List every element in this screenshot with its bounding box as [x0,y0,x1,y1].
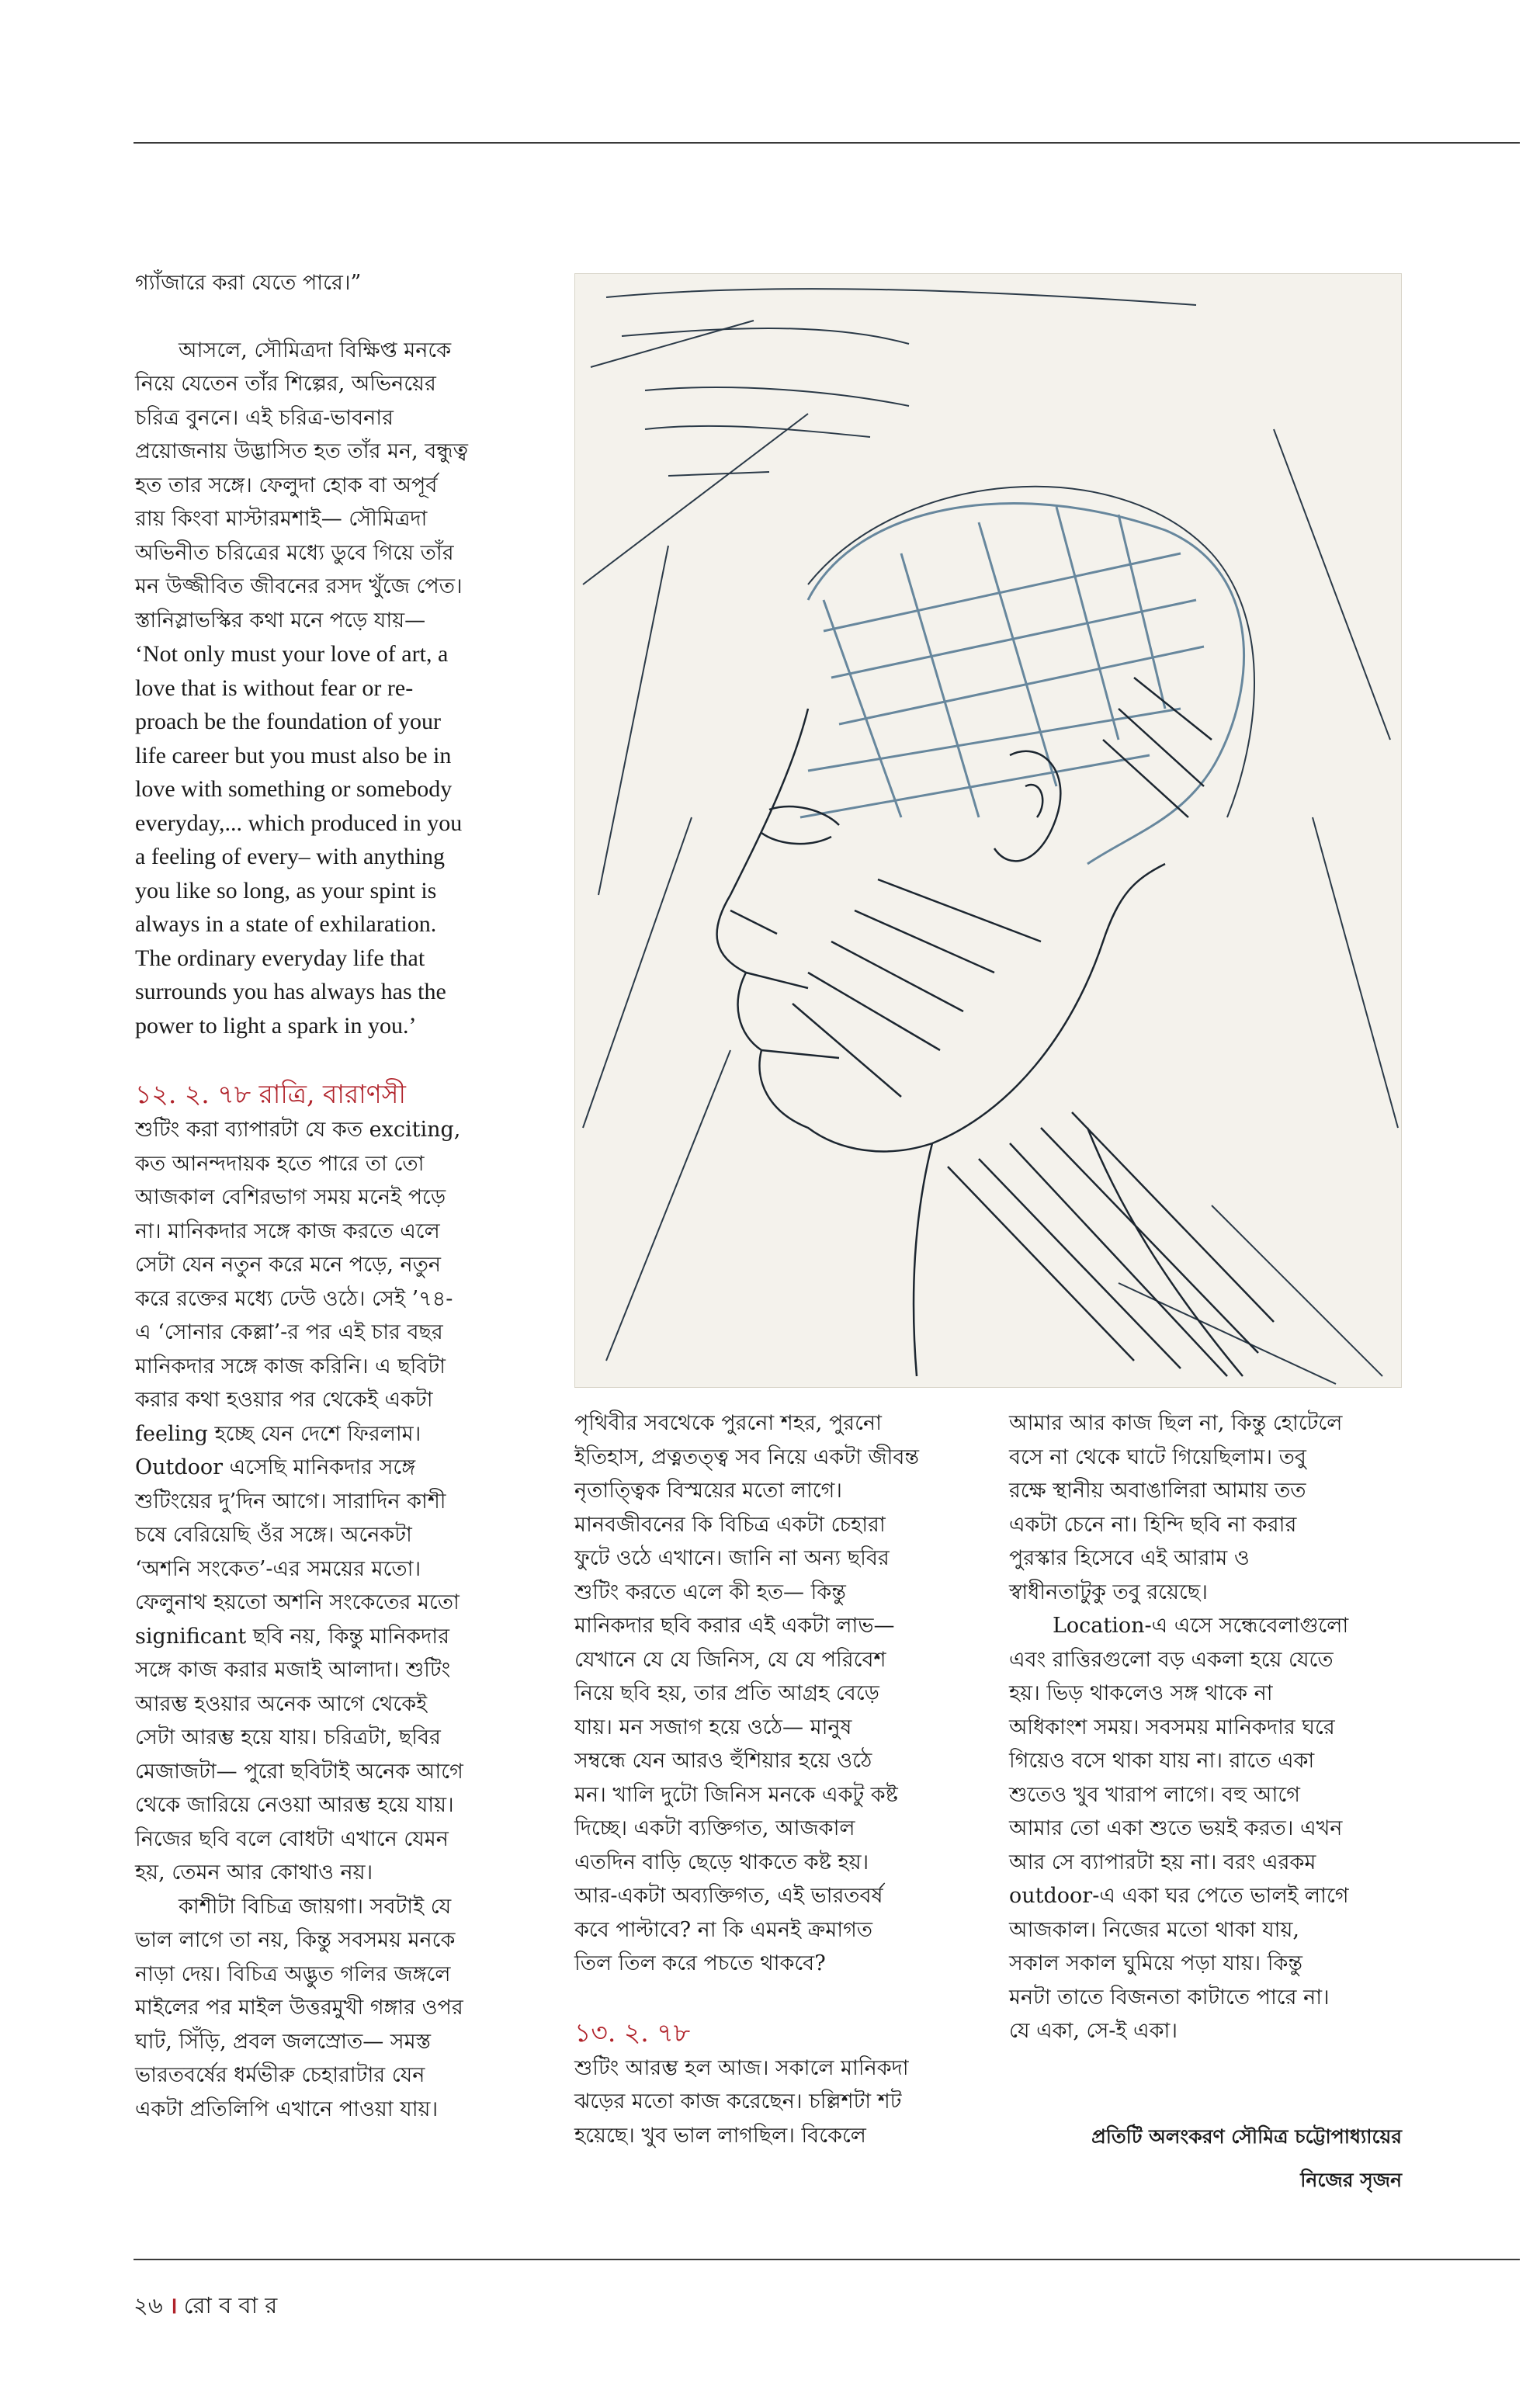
body-text-line: এবং রাত্তিরগুলো বড় একলা হয়ে যেতে [1009,1647,1334,1672]
body-text-line: বসে না থেকে ঘাটে গিয়েছিলাম। তবু [1009,1444,1306,1469]
body-text-line: হত তার সঙ্গে। ফেলুদা হোক বা অপূর্ব [135,473,438,498]
body-text-line: নিয়ে ছবি হয়, তার প্রতি আগ্রহ বেড়ে [574,1681,879,1705]
body-text-line: অধিকাংশ সময়। সবসময় মানিকদার ঘরে [1009,1715,1335,1739]
section-date-heading: ১২. ২. ৭৮ রাত্রি, বারাণসী [135,1079,406,1109]
body-text-line: একটা প্রতিলিপি এখানে পাওয়া যায়। [135,2096,439,2121]
body-text-line: হয়, তেমন আর কোথাও নয়। [135,1861,373,1885]
body-text-line: এ ‘সোনার কেল্লা’-র পর এই চার বছর [135,1320,443,1344]
body-text-line: কবে পাল্টাবে? না কি এমনই ক্রমাগত [574,1917,873,1942]
credit-line-2: নিজের সৃজন [1300,2169,1402,2191]
body-text-line: love with something or somebody [135,776,453,802]
body-text-line: ‘Not only must your love of art, a [135,641,449,667]
body-text-line: মন উজ্জীবিত জীবনের রসদ খুঁজে পেত। [135,574,463,598]
body-text-line: proach be the foundation of your [135,709,442,734]
body-text-line: হয়েছে। খুব ভাল লাগছিল। বিকেলে [574,2123,866,2148]
body-text-line: মেজাজটা— পুরো ছবিটাই অনেক আগে [135,1759,463,1784]
body-text-line: আমার আর কাজ ছিল না, কিন্তু হোটেলে [1009,1411,1343,1435]
body-text-line: নৃতাত্ত্বিক বিস্ময়ের মতো লাগে। [574,1479,842,1503]
body-text-line: মানিকদার ছবি করার এই একটা লাভ— [574,1614,895,1638]
footer-separator: । [168,2292,178,2318]
body-text-line: এতদিন বাড়ি ছেড়ে থাকতে কষ্ট হয়। [574,1850,869,1875]
text-column-2 [574,1406,972,2152]
body-text-line: কত আনন্দদায়ক হতে পারে তা তো [135,1151,425,1176]
body-text-line: মন। খালি দুটো জিনিস মনকে একটু কষ্ট [574,1782,898,1807]
body-text-line: The ordinary everyday life that [135,945,425,971]
body-text-line: ‘অশনি সংকেত’-এর সময়ের মতো। [135,1556,421,1581]
top-rule [134,142,1520,144]
body-text-line: always in a state of exhilaration. [135,911,437,937]
body-text-line: ঘাট, সিঁড়ি, প্রবল জলস্রোত— সমস্ত [135,2029,432,2054]
body-text-line: ইতিহাস, প্রত্নতত্ত্ব সব নিয়ে একটা জীবন্ত [574,1444,919,1469]
body-text-line: significant ছবি নয়, কিন্তু মানিকদার [135,1624,449,1649]
body-text-line: মনটা তাতে বিজনতা কাটাতে পারে না। [1009,1985,1330,2010]
body-text-line: প্রয়োজনায় উদ্ভাসিত হত তাঁর মন, বন্ধুত্ব [135,439,468,463]
page-footer [134,2288,277,2326]
body-text-line: স্তানিস্লাভস্কির কথা মনে পড়ে যায়— [135,608,426,633]
paragraph-gap [574,1981,972,2014]
body-text-line: দিচ্ছে। একটা ব্যক্তিগত, আজকাল [574,1816,855,1840]
body-text-line: আমার তো একা শুতে ভয়ই করত। এখন [1009,1816,1343,1840]
body-text-line: চষে বেরিয়েছি ওঁর সঙ্গে। অনেকটা [135,1523,412,1547]
page-number: ২৬ [134,2292,163,2318]
body-text-line: আজকাল। নিজের মতো থাকা যায়, [1009,1917,1300,1942]
body-text-line: হয়। ভিড় থাকলেও সঙ্গ থাকে না [1009,1681,1273,1705]
body-text-line: আসলে, সৌমিত্রদা বিক্ষিপ্ত মনকে [179,338,452,362]
body-text-line: Location-এ এসে সন্ধেবেলাগুলো [1053,1614,1349,1638]
illustration-credit [1091,2115,1402,2202]
body-text-line: রায় কিংবা মাস্টারমশাই— সৌমিত্রদা [135,507,428,531]
body-text-line: ঝড়ের মতো কাজ করেছেন। চল্লিশটা শট [574,2090,902,2114]
body-text-line: রক্ষে স্থানীয় অবাঙালিরা আমায় তত [1009,1479,1306,1503]
body-text-line: থেকে জারিয়ে নেওয়া আরম্ভ হয়ে যায়। [135,1793,454,1817]
credit-line-1: প্রতিটি অলংকরণ সৌমিত্র চট্টোপাধ্যায়ের [1091,2125,1402,2148]
body-text-line: Outdoor এসেছি মানিকদার সঙ্গে [135,1455,416,1479]
body-text-line: শুটিং করা ব্যাপারটা যে কত exciting, [135,1118,461,1142]
body-text-line: কাশীটা বিচিত্র জায়গা। সবটাই যে [179,1894,452,1919]
body-text-line: শুটিংয়ের দু’দিন আগে। সারাদিন কাশী [135,1489,446,1514]
body-text-line: everyday,... which produced in you [135,810,463,836]
body-text-line: মানবজীবনের কি বিচিত্র একটা চেহারা [574,1512,886,1537]
body-text-line: করে রক্তের মধ্যে ঢেউ ওঠে। সেই ’৭৪- [135,1286,453,1311]
paragraph-gap [135,1042,531,1076]
body-text-line: নিয়ে যেতেন তাঁর শিল্পের, অভিনয়ের [135,372,436,396]
body-text-line: গিয়েও বসে থাকা যায় না। রাতে একা [1009,1749,1315,1773]
body-text-line: যায়। মন সজাগ হয়ে ওঠে— মানুষ [574,1715,852,1739]
bottom-rule [134,2259,1520,2260]
body-text-line: ফুটে ওঠে এখানে। জানি না অন্য ছবির [574,1546,890,1570]
body-text-line: আর সে ব্যাপারটা হয় না। বরং এরকম [1009,1850,1316,1875]
body-text-line: outdoor-এ একা ঘর পেতে ভালই লাগে [1009,1884,1349,1908]
body-text-line: সম্বন্ধে যেন আরও হুঁশিয়ার হয়ে ওঠে [574,1749,872,1773]
body-text-line: life career but you must also be in [135,742,452,768]
body-text-line: পৃথিবীর সবথেকে পুরনো শহর, পুরনো [574,1411,882,1435]
body-text-line: নাড়া দেয়। বিচিত্র অদ্ভুত গলির জঙ্গলে [135,1961,451,1986]
body-text-line: যে একা, সে-ই একা। [1009,2019,1178,2043]
body-text-line: করার কথা হওয়ার পর থেকেই একটা [135,1388,433,1412]
body-text-line: সঙ্গে কাজ করার মজাই আলাদা। শুটিং [135,1658,451,1682]
body-text-line: feeling হচ্ছে যেন দেশে ফিরলাম। [135,1421,421,1446]
body-text-line: সকাল সকাল ঘুমিয়ে পড়া যায়। কিন্তু [1009,1951,1303,1975]
ink-portrait-illustration [575,274,1401,1387]
body-text-line: শুটিং করতে এলে কী হত— কিন্তু [574,1580,846,1604]
body-text-line: গ্যাঁজারে করা যেতে পারে।” [135,271,362,295]
body-text-line: শুতেও খুব খারাপ লাগে। বহু আগে [1009,1782,1300,1807]
body-text-line: আরম্ভ হওয়ার অনেক আগে থেকেই [135,1691,428,1716]
body-text-line: একটা চেনে না। হিন্দি ছবি না করার [1009,1512,1297,1537]
section-date-heading: ১৩. ২. ৭৮ [574,2017,691,2048]
paragraph-gap [135,300,531,334]
body-text-line: নিজের ছবি বলে বোধটা এখানে যেমন [135,1826,449,1851]
body-text-line: ভাল লাগে তা নয়, কিন্তু সবসময় মনকে [135,1928,456,1952]
body-text-line: সেটা আরম্ভ হয়ে যায়। চরিত্রটা, ছবির [135,1725,441,1750]
body-text-line: তিল তিল করে পচতে থাকবে? [574,1951,826,1975]
body-text-line: you like so long, as your spint is [135,877,437,903]
body-text-line: power to light a spark in you.’ [135,1012,417,1039]
body-text-line: মাইলের পর মাইল উত্তরমুখী গঙ্গার ওপর [135,1996,463,2020]
body-text-line: না। মানিকদার সঙ্গে কাজ করতে এলে [135,1219,440,1243]
body-text-line: স্বাধীনতাটুকু তবু রয়েছে। [1009,1580,1208,1604]
body-text-line: ফেলুনাথ হয়তো অশনি সংকেতের মতো [135,1590,460,1614]
body-text-line: সেটা যেন নতুন করে মনে পড়ে, নতুন [135,1253,442,1277]
text-column-3 [1009,1406,1406,2048]
body-text-line: পুরস্কার হিসেবে এই আরাম ও [1009,1546,1250,1570]
body-text-line: চরিত্র বুননে। এই চরিত্র-ভাবনার [135,405,394,430]
publication-name: রো ব বা র [183,2292,278,2318]
body-text-line: অভিনীত চরিত্রের মধ্যে ডুবে গিয়ে তাঁর [135,540,454,565]
body-text-line: যেখানে যে যে জিনিস, যে যে পরিবেশ [574,1647,886,1672]
body-text-line: আর-একটা অব্যক্তিগত, এই ভারতবর্ষ [574,1884,883,1908]
body-text-line: surrounds you has always has the [135,979,446,1004]
portrait-sketch [574,273,1402,1388]
body-text-line: আজকাল বেশিরভাগ সময় মনেই পড়ে [135,1185,446,1209]
body-text-line: ভারতবর্ষের ধর্মভীরু চেহারাটার যেন [135,2063,425,2087]
body-text-line: a feeling of every– with anything [135,844,446,869]
body-text-line: শুটিং আরম্ভ হল আজ। সকালে মানিকদা [574,2055,909,2080]
text-column-1 [135,266,531,2126]
body-text-line: মানিকদার সঙ্গে কাজ করিনি। এ ছবিটা [135,1354,446,1379]
body-text-line: love that is without fear or re- [135,675,414,701]
